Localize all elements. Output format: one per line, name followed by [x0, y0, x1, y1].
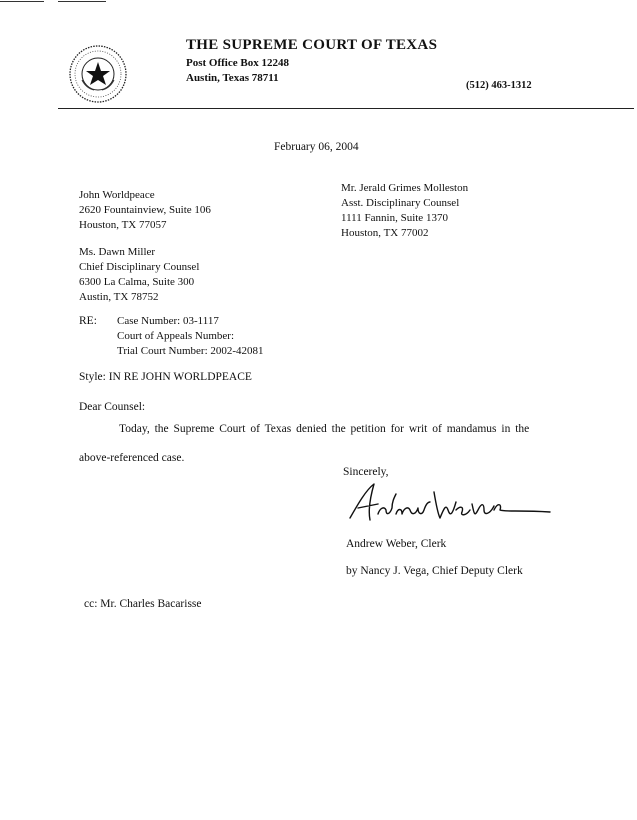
- salutation: Dear Counsel:: [79, 401, 146, 413]
- recipient-line: Chief Disciplinary Counsel: [79, 261, 200, 273]
- court-name: THE SUPREME COURT OF TEXAS: [186, 37, 438, 53]
- scan-artifact-line: [58, 1, 106, 2]
- recipient-line: John Worldpeace: [79, 189, 155, 201]
- recipient-address-block: [341, 181, 468, 241]
- recipient-line: 1111 Fannin, Suite 1370: [341, 212, 448, 224]
- texas-state-seal-icon: [68, 44, 128, 104]
- letter-date: February 06, 2004: [274, 141, 359, 153]
- trial-court-number: Trial Court Number: 2002-42081: [117, 345, 264, 357]
- recipient-line: 2620 Fountainview, Suite 106: [79, 204, 211, 216]
- case-style: Style: IN RE JOHN WORLDPEACE: [79, 371, 252, 383]
- address-line-1: Post Office Box 12248: [186, 57, 289, 69]
- closing: Sincerely,: [343, 466, 389, 478]
- body-text-line-1: Today, the Supreme Court of Texas denied the petition for writ of mandamus in the: [119, 423, 530, 435]
- recipient-address-block: [79, 245, 199, 305]
- recipient-line: Houston, TX 77002: [341, 227, 429, 239]
- phone-number: (512) 463-1312: [466, 80, 532, 91]
- recipient-line: Asst. Disciplinary Counsel: [341, 197, 460, 209]
- scan-artifact-line: [0, 1, 44, 2]
- recipient-line: Ms. Dawn Miller: [79, 246, 156, 258]
- letterhead-rule: [58, 108, 634, 109]
- re-details: [117, 314, 264, 359]
- appeals-number: Court of Appeals Number:: [117, 330, 235, 342]
- recipient-line: Austin, TX 78752: [79, 291, 159, 303]
- case-number: Case Number: 03-1117: [117, 315, 219, 327]
- signer-name: Andrew Weber, Clerk: [346, 538, 447, 550]
- recipient-line: Houston, TX 77057: [79, 219, 167, 231]
- deputy-clerk: by Nancy J. Vega, Chief Deputy Clerk: [346, 565, 523, 577]
- body-text-line-2: above-referenced case.: [79, 452, 185, 464]
- recipient-address-block: [79, 188, 211, 233]
- re-label: RE:: [79, 315, 97, 327]
- address-line-2: Austin, Texas 78711: [186, 72, 279, 84]
- recipient-line: 6300 La Calma, Suite 300: [79, 276, 195, 288]
- recipient-line: Mr. Jerald Grimes Molleston: [341, 182, 469, 194]
- handwritten-signature: [344, 480, 554, 526]
- cc-line: cc: Mr. Charles Bacarisse: [84, 598, 202, 610]
